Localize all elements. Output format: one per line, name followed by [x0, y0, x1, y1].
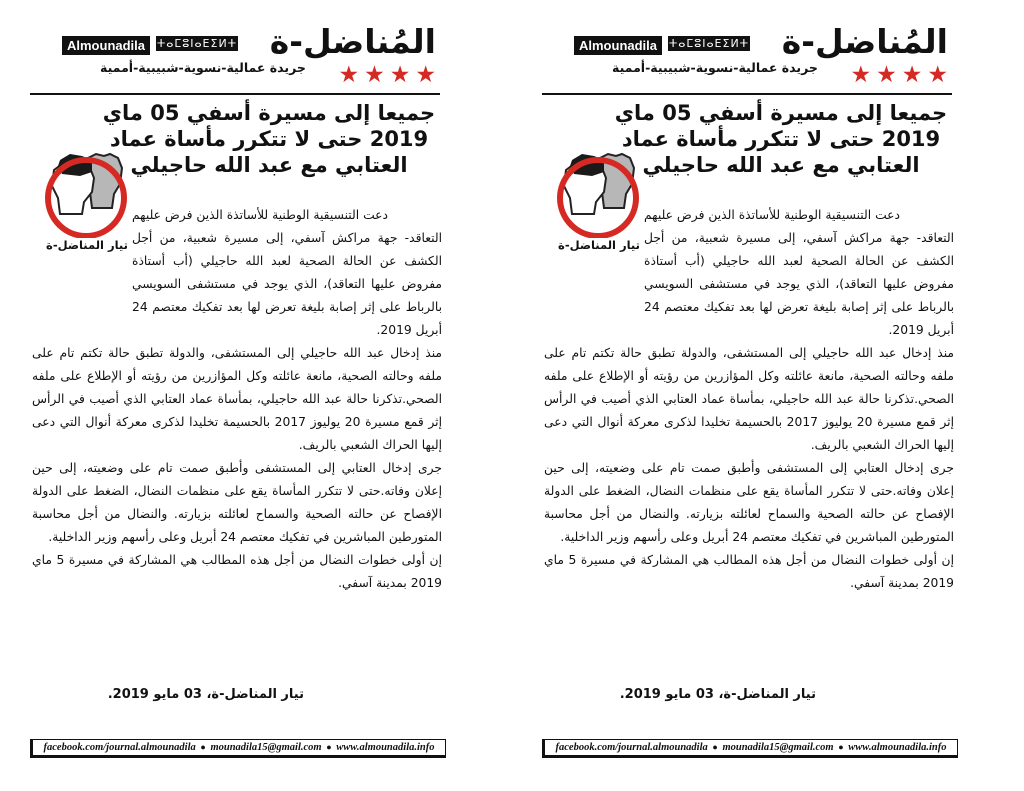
website-link[interactable]: www.almounadila.info [336, 742, 435, 753]
masthead [542, 22, 952, 98]
star-icon: ★ [415, 62, 436, 88]
paragraph: إن أولى خطوات النضال من أجل هذه المطالب هي المشاركة في مسيرة 5 ماي 2019 بمدينة آسفي. [544, 553, 954, 590]
star-icon: ★ [364, 62, 385, 88]
logo-caption: تيار المناضل-ة [558, 238, 640, 252]
masthead [30, 22, 440, 98]
footer-contact-bar [30, 739, 446, 758]
star-icon: ★ [876, 62, 897, 88]
star-icon: ★ [927, 62, 948, 88]
headline: جميعا إلى مسيرة أسفي 05 ماي 2019 حتى لا تتكرر مأساة عماد العتابي مع عبد الله حاجيلي [102, 101, 436, 177]
headline: جميعا إلى مسيرة أسفي 05 ماي 2019 حتى لا تتكرر مأساة عماد العتابي مع عبد الله حاجيلي [614, 101, 948, 177]
signature: تيار المناضل-ة، 03 مايو 2019. [619, 687, 816, 702]
bullet-icon: ● [712, 742, 718, 752]
paragraph: جرى إدخال العتابي إلى المستشفى وأطبق صمت تام على وضعيته، إلى حين إعلان وفاته.حتى لا تتكرر المأساة يقع على منظمات النضال، الضغط على الدولة الإفصاح عن حالته الصحية والسماح لعائلته بزيارته. والنضال من أجل محاسبة المتورطين المباشرين في تفكيك معتصم 24 أبريل وعلى رأسهم وزير الداخلية. [32, 461, 442, 544]
masthead-subtitle: جريدة عمالية-نسوية-شبيبية-أممية [100, 60, 306, 75]
paragraph: جرى إدخال العتابي إلى المستشفى وأطبق صمت تام على وضعيته، إلى حين إعلان وفاته.حتى لا تتكرر المأساة يقع على منظمات النضال، الضغط على الدولة الإفصاح عن حالته الصحية والسماح لعائلته بزيارته. والنضال من أجل محاسبة المتورطين المباشرين في تفكيك معتصم 24 أبريل وعلى رأسهم وزير الداخلية. [544, 461, 954, 544]
signature: تيار المناضل-ة، 03 مايو 2019. [107, 687, 304, 702]
masthead-stars [339, 62, 437, 88]
paragraph: منذ إدخال عبد الله حاجيلي إلى المستشفى، والدولة تطبق حالة تكتم تام على ملفه وحالته الصحية، مانعة عائلته وكل المؤازرين من رؤيته أو الإطلاع على ملفه الصحي.تذكرنا حالة عبد الله حاجيلي، بمأساة عماد العتابي الذي أصيب في الرأس إثر قمع مسيرة 20 يوليوز 2017 بالحسيمة تخليدا لذكرى معركة أنوال التي دعى إليها الحراك الشعبي بالريف. [544, 346, 955, 452]
masthead-tifinagh: ⵜⴰⵎⵓⵏⴰⴹⵉⵍⵜ [156, 37, 238, 50]
masthead-latin-name: Almounadila [574, 36, 662, 55]
paragraph: منذ إدخال عبد الله حاجيلي إلى المستشفى، والدولة تطبق حالة تكتم تام على ملفه وحالته الصحية، مانعة عائلته وكل المؤازرين من رؤيته أو الإطلاع على ملفه الصحي.تذكرنا حالة عبد الله حاجيلي، بمأساة عماد العتابي الذي أصيب في الرأس إثر قمع مسيرة 20 يوليوز 2017 بالحسيمة تخليدا لذكرى معركة أنوال التي دعى إليها الحراك الشعبي بالريف. [32, 346, 443, 452]
bullet-icon: ● [200, 742, 206, 752]
masthead-title: المُناضل-ة [781, 22, 948, 61]
paragraph: دعت التنسيقية الوطنية للأساتذة الذين فرض عليهم التعاقد- جهة مراكش آسفي، إلى مسيرة شعبية، من أجل الكشف عن الحالة الصحية لعبد الله حاجيلي (أب أستاذة مفروض عليها التعاقد)، الذي يوجد في مستشفى السويسي بالرباط على إثر إصابة بليغة تعرض لها بعد تفكيك معتصم 24 أبريل 2019. [132, 208, 442, 337]
masthead-stars [851, 62, 949, 88]
star-icon: ★ [850, 62, 872, 88]
email-link[interactable]: mounadila15@gmail.com [722, 742, 834, 753]
footer-contact-bar [542, 739, 958, 758]
email-link[interactable]: mounadila15@gmail.com [210, 742, 322, 753]
bullet-icon: ● [326, 742, 332, 752]
facebook-link[interactable]: facebook.com/journal.almounadila [555, 742, 708, 753]
paragraph: دعت التنسيقية الوطنية للأساتذة الذين فرض عليهم التعاقد- جهة مراكش آسفي، إلى مسيرة شعبية، من أجل الكشف عن الحالة الصحية لعبد الله حاجيلي (أب أستاذة مفروض عليها التعاقد)، الذي يوجد في مستشفى السويسي بالرباط على إثر إصابة بليغة تعرض لها بعد تفكيك معتصم 24 أبريل 2019. [644, 208, 954, 337]
masthead-tifinagh: ⵜⴰⵎⵓⵏⴰⴹⵉⵍⵜ [668, 37, 750, 50]
masthead-divider [542, 93, 952, 95]
star-icon: ★ [901, 62, 923, 88]
star-icon: ★ [338, 62, 360, 88]
masthead-latin-name: Almounadila [62, 36, 150, 55]
article-body [544, 204, 954, 595]
masthead-title: المُناضل-ة [269, 22, 436, 61]
website-link[interactable]: www.almounadila.info [848, 742, 947, 753]
bullet-icon: ● [838, 742, 844, 752]
logo-caption: تيار المناضل-ة [46, 238, 128, 252]
star-icon: ★ [389, 62, 411, 88]
article-body [32, 204, 442, 595]
masthead-divider [30, 93, 440, 95]
paragraph: إن أولى خطوات النضال من أجل هذه المطالب هي المشاركة في مسيرة 5 ماي 2019 بمدينة آسفي. [32, 553, 442, 590]
masthead-subtitle: جريدة عمالية-نسوية-شبيبية-أممية [612, 60, 818, 75]
facebook-link[interactable]: facebook.com/journal.almounadila [43, 742, 196, 753]
page-right [512, 0, 1024, 791]
